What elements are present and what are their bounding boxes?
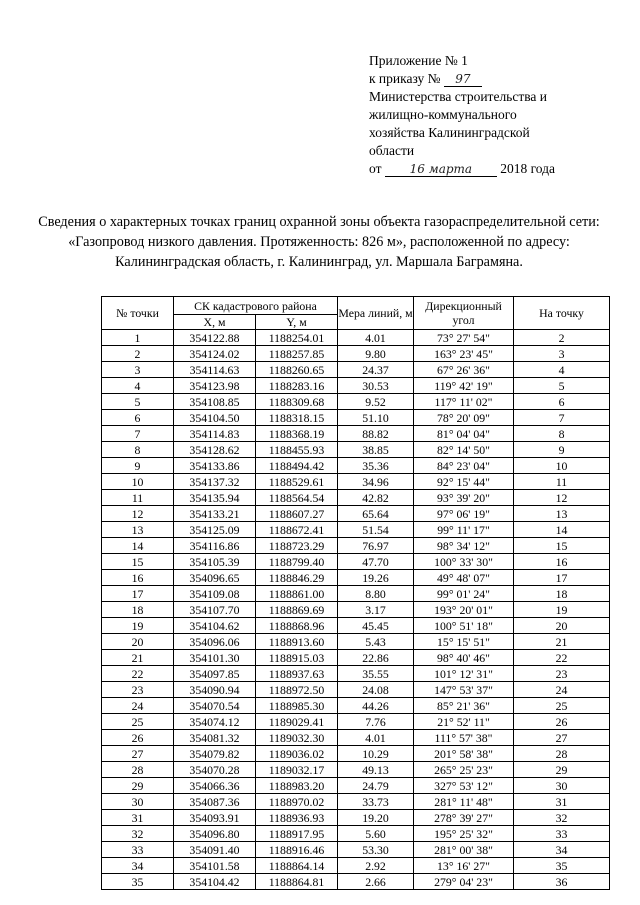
cell-x: 354096.06 bbox=[174, 634, 256, 650]
cell-to-point: 7 bbox=[514, 410, 610, 426]
table-row bbox=[102, 522, 610, 538]
cell-x: 354074.12 bbox=[174, 714, 256, 730]
cell-x: 354096.65 bbox=[174, 570, 256, 586]
appendix-title: Приложение № 1 bbox=[369, 53, 468, 68]
cell-y: 1188260.65 bbox=[256, 362, 338, 378]
cell-length: 24.08 bbox=[338, 682, 414, 698]
date-prefix: от bbox=[369, 161, 382, 176]
cell-x: 354070.54 bbox=[174, 698, 256, 714]
cell-y: 1188868.96 bbox=[256, 618, 338, 634]
cell-x: 354066.36 bbox=[174, 778, 256, 794]
cell-point: 10 bbox=[102, 474, 174, 490]
cell-length: 8.80 bbox=[338, 586, 414, 602]
cell-point: 11 bbox=[102, 490, 174, 506]
header-angle: Дирекционный угол bbox=[414, 297, 514, 330]
cell-length: 49.13 bbox=[338, 762, 414, 778]
cell-x: 354107.70 bbox=[174, 602, 256, 618]
cell-to-point: 31 bbox=[514, 794, 610, 810]
cell-angle: 278° 39' 27" bbox=[414, 810, 514, 826]
cell-length: 7.76 bbox=[338, 714, 414, 730]
cell-to-point: 34 bbox=[514, 842, 610, 858]
cell-point: 8 bbox=[102, 442, 174, 458]
cell-point: 14 bbox=[102, 538, 174, 554]
cell-point: 9 bbox=[102, 458, 174, 474]
cell-y: 1188972.50 bbox=[256, 682, 338, 698]
cell-angle: 111° 57' 38" bbox=[414, 730, 514, 746]
table-row bbox=[102, 826, 610, 842]
cell-length: 35.55 bbox=[338, 666, 414, 682]
cell-x: 354090.94 bbox=[174, 682, 256, 698]
cell-x: 354091.40 bbox=[174, 842, 256, 858]
cell-y: 1189036.02 bbox=[256, 746, 338, 762]
table-row bbox=[102, 810, 610, 826]
cell-point: 2 bbox=[102, 346, 174, 362]
cell-x: 354105.39 bbox=[174, 554, 256, 570]
cell-length: 19.20 bbox=[338, 810, 414, 826]
cell-y: 1188564.54 bbox=[256, 490, 338, 506]
order-number-handwritten: 97 bbox=[444, 72, 482, 87]
cell-x: 354116.86 bbox=[174, 538, 256, 554]
cell-to-point: 5 bbox=[514, 378, 610, 394]
cell-to-point: 36 bbox=[514, 874, 610, 890]
cell-point: 24 bbox=[102, 698, 174, 714]
table-row bbox=[102, 714, 610, 730]
cell-x: 354114.83 bbox=[174, 426, 256, 442]
cell-angle: 117° 11' 02" bbox=[414, 394, 514, 410]
cell-y: 1188917.95 bbox=[256, 826, 338, 842]
cell-point: 31 bbox=[102, 810, 174, 826]
cell-to-point: 33 bbox=[514, 826, 610, 842]
cell-to-point: 11 bbox=[514, 474, 610, 490]
table-row bbox=[102, 778, 610, 794]
cell-to-point: 32 bbox=[514, 810, 610, 826]
appendix-ministry-line-4: области bbox=[369, 143, 415, 158]
cell-length: 65.64 bbox=[338, 506, 414, 522]
cell-point: 22 bbox=[102, 666, 174, 682]
cell-angle: 147° 53' 37" bbox=[414, 682, 514, 698]
cell-y: 1188937.63 bbox=[256, 666, 338, 682]
cell-to-point: 25 bbox=[514, 698, 610, 714]
table-row bbox=[102, 874, 610, 890]
cell-y: 1188723.29 bbox=[256, 538, 338, 554]
coordinates-table bbox=[101, 296, 610, 890]
cell-x: 354114.63 bbox=[174, 362, 256, 378]
cell-angle: 119° 42' 19" bbox=[414, 378, 514, 394]
cell-to-point: 22 bbox=[514, 650, 610, 666]
cell-y: 1188368.19 bbox=[256, 426, 338, 442]
cell-y: 1188970.02 bbox=[256, 794, 338, 810]
cell-to-point: 23 bbox=[514, 666, 610, 682]
table-row bbox=[102, 378, 610, 394]
table-body bbox=[102, 330, 610, 890]
cell-angle: 73° 27' 54" bbox=[414, 330, 514, 346]
cell-point: 23 bbox=[102, 682, 174, 698]
cell-angle: 49° 48' 07" bbox=[414, 570, 514, 586]
cell-angle: 21° 52' 11" bbox=[414, 714, 514, 730]
cell-angle: 99° 01' 24" bbox=[414, 586, 514, 602]
cell-y: 1188672.41 bbox=[256, 522, 338, 538]
cell-length: 4.01 bbox=[338, 330, 414, 346]
cell-point: 17 bbox=[102, 586, 174, 602]
cell-angle: 92° 15' 44" bbox=[414, 474, 514, 490]
cell-length: 35.36 bbox=[338, 458, 414, 474]
appendix-ministry-line-3: хозяйства Калининградской bbox=[369, 125, 530, 140]
cell-y: 1188494.42 bbox=[256, 458, 338, 474]
cell-length: 34.96 bbox=[338, 474, 414, 490]
cell-to-point: 29 bbox=[514, 762, 610, 778]
cell-to-point: 16 bbox=[514, 554, 610, 570]
cell-y: 1188309.68 bbox=[256, 394, 338, 410]
table-row bbox=[102, 490, 610, 506]
cell-y: 1188864.81 bbox=[256, 874, 338, 890]
cell-to-point: 30 bbox=[514, 778, 610, 794]
header-to-point: На точку bbox=[514, 297, 610, 330]
cell-x: 354128.62 bbox=[174, 442, 256, 458]
cell-point: 7 bbox=[102, 426, 174, 442]
cell-to-point: 10 bbox=[514, 458, 610, 474]
cell-angle: 327° 53' 12" bbox=[414, 778, 514, 794]
cell-y: 1188799.40 bbox=[256, 554, 338, 570]
cell-to-point: 14 bbox=[514, 522, 610, 538]
appendix-block bbox=[369, 52, 629, 178]
table-row bbox=[102, 554, 610, 570]
cell-length: 51.54 bbox=[338, 522, 414, 538]
cell-x: 354124.02 bbox=[174, 346, 256, 362]
header-length: Мера линий, м bbox=[338, 297, 414, 330]
cell-y: 1188257.85 bbox=[256, 346, 338, 362]
cell-y: 1188455.93 bbox=[256, 442, 338, 458]
cell-to-point: 2 bbox=[514, 330, 610, 346]
cell-angle: 195° 25' 32" bbox=[414, 826, 514, 842]
cell-length: 38.85 bbox=[338, 442, 414, 458]
table-row bbox=[102, 618, 610, 634]
cell-x: 354104.62 bbox=[174, 618, 256, 634]
cell-to-point: 26 bbox=[514, 714, 610, 730]
cell-x: 354133.21 bbox=[174, 506, 256, 522]
cell-length: 24.37 bbox=[338, 362, 414, 378]
cell-point: 32 bbox=[102, 826, 174, 842]
cell-length: 44.26 bbox=[338, 698, 414, 714]
cell-point: 6 bbox=[102, 410, 174, 426]
cell-x: 354122.88 bbox=[174, 330, 256, 346]
table-row bbox=[102, 458, 610, 474]
cell-length: 22.86 bbox=[338, 650, 414, 666]
table-row bbox=[102, 538, 610, 554]
cell-angle: 281° 00' 38" bbox=[414, 842, 514, 858]
cell-point: 15 bbox=[102, 554, 174, 570]
cell-angle: 100° 33' 30" bbox=[414, 554, 514, 570]
cell-y: 1188861.00 bbox=[256, 586, 338, 602]
table-row bbox=[102, 410, 610, 426]
table-row bbox=[102, 666, 610, 682]
cell-x: 354109.08 bbox=[174, 586, 256, 602]
cell-length: 10.29 bbox=[338, 746, 414, 762]
cell-point: 30 bbox=[102, 794, 174, 810]
table-row bbox=[102, 602, 610, 618]
cell-point: 4 bbox=[102, 378, 174, 394]
cell-angle: 101° 12' 31" bbox=[414, 666, 514, 682]
cell-point: 3 bbox=[102, 362, 174, 378]
appendix-ministry-line-2: жилищно-коммунального bbox=[369, 107, 517, 122]
cell-point: 25 bbox=[102, 714, 174, 730]
table-row bbox=[102, 858, 610, 874]
cell-x: 354101.58 bbox=[174, 858, 256, 874]
cell-x: 354104.50 bbox=[174, 410, 256, 426]
table-row bbox=[102, 682, 610, 698]
cell-angle: 265° 25' 23" bbox=[414, 762, 514, 778]
cell-to-point: 4 bbox=[514, 362, 610, 378]
header-y: Y, м bbox=[256, 315, 338, 330]
cell-point: 26 bbox=[102, 730, 174, 746]
table-row bbox=[102, 746, 610, 762]
cell-x: 354093.91 bbox=[174, 810, 256, 826]
cell-point: 28 bbox=[102, 762, 174, 778]
table-row bbox=[102, 330, 610, 346]
document-heading: Сведения о характерных точках границ охранной зоны объекта газораспределительной сети: «Газопровод низкого давления. Протяженность: 826 м», расположенной по адресу: Калининградская область, г. Калининград, ул. Маршала Баграмяна. bbox=[38, 214, 600, 270]
cell-x: 354137.32 bbox=[174, 474, 256, 490]
cell-x: 354101.30 bbox=[174, 650, 256, 666]
cell-y: 1189029.41 bbox=[256, 714, 338, 730]
cell-angle: 93° 39' 20" bbox=[414, 490, 514, 506]
header-coordinate-system: СК кадастрового района bbox=[174, 297, 338, 315]
cell-angle: 163° 23' 45" bbox=[414, 346, 514, 362]
cell-x: 354079.82 bbox=[174, 746, 256, 762]
cell-x: 354133.86 bbox=[174, 458, 256, 474]
table-row bbox=[102, 650, 610, 666]
table-row bbox=[102, 506, 610, 522]
cell-point: 16 bbox=[102, 570, 174, 586]
cell-length: 24.79 bbox=[338, 778, 414, 794]
date-handwritten: 16 марта bbox=[385, 162, 497, 177]
cell-y: 1188915.03 bbox=[256, 650, 338, 666]
cell-to-point: 18 bbox=[514, 586, 610, 602]
table-row bbox=[102, 346, 610, 362]
cell-to-point: 28 bbox=[514, 746, 610, 762]
cell-length: 30.53 bbox=[338, 378, 414, 394]
cell-x: 354081.32 bbox=[174, 730, 256, 746]
cell-x: 354135.94 bbox=[174, 490, 256, 506]
cell-y: 1188913.60 bbox=[256, 634, 338, 650]
cell-to-point: 12 bbox=[514, 490, 610, 506]
table-row bbox=[102, 586, 610, 602]
cell-point: 13 bbox=[102, 522, 174, 538]
cell-to-point: 19 bbox=[514, 602, 610, 618]
cell-angle: 85° 21' 36" bbox=[414, 698, 514, 714]
header-x: X, м bbox=[174, 315, 256, 330]
cell-x: 354087.36 bbox=[174, 794, 256, 810]
cell-length: 42.82 bbox=[338, 490, 414, 506]
cell-length: 5.60 bbox=[338, 826, 414, 842]
cell-length: 53.30 bbox=[338, 842, 414, 858]
cell-length: 88.82 bbox=[338, 426, 414, 442]
cell-angle: 78° 20' 09" bbox=[414, 410, 514, 426]
cell-length: 3.17 bbox=[338, 602, 414, 618]
cell-to-point: 15 bbox=[514, 538, 610, 554]
cell-point: 5 bbox=[102, 394, 174, 410]
cell-to-point: 35 bbox=[514, 858, 610, 874]
cell-x: 354104.42 bbox=[174, 874, 256, 890]
cell-length: 45.45 bbox=[338, 618, 414, 634]
cell-angle: 100° 51' 18" bbox=[414, 618, 514, 634]
cell-point: 35 bbox=[102, 874, 174, 890]
cell-point: 29 bbox=[102, 778, 174, 794]
cell-point: 18 bbox=[102, 602, 174, 618]
cell-angle: 98° 34' 12" bbox=[414, 538, 514, 554]
cell-point: 21 bbox=[102, 650, 174, 666]
cell-y: 1188864.14 bbox=[256, 858, 338, 874]
cell-angle: 99° 11' 17" bbox=[414, 522, 514, 538]
table-row bbox=[102, 362, 610, 378]
cell-y: 1188985.30 bbox=[256, 698, 338, 714]
cell-length: 2.92 bbox=[338, 858, 414, 874]
cell-to-point: 8 bbox=[514, 426, 610, 442]
table-header-row bbox=[102, 297, 610, 315]
cell-to-point: 21 bbox=[514, 634, 610, 650]
table-row bbox=[102, 426, 610, 442]
cell-point: 27 bbox=[102, 746, 174, 762]
cell-angle: 84° 23' 04" bbox=[414, 458, 514, 474]
cell-point: 19 bbox=[102, 618, 174, 634]
cell-angle: 279° 04' 23" bbox=[414, 874, 514, 890]
cell-to-point: 3 bbox=[514, 346, 610, 362]
cell-length: 4.01 bbox=[338, 730, 414, 746]
cell-length: 2.66 bbox=[338, 874, 414, 890]
cell-length: 9.80 bbox=[338, 346, 414, 362]
cell-length: 33.73 bbox=[338, 794, 414, 810]
cell-to-point: 24 bbox=[514, 682, 610, 698]
cell-x: 354096.80 bbox=[174, 826, 256, 842]
table-row bbox=[102, 698, 610, 714]
cell-length: 19.26 bbox=[338, 570, 414, 586]
cell-angle: 81° 04' 04" bbox=[414, 426, 514, 442]
cell-y: 1189032.30 bbox=[256, 730, 338, 746]
appendix-ministry-line-1: Министерства строительства и bbox=[369, 89, 548, 104]
cell-y: 1188318.15 bbox=[256, 410, 338, 426]
table-row bbox=[102, 474, 610, 490]
cell-x: 354108.85 bbox=[174, 394, 256, 410]
cell-point: 34 bbox=[102, 858, 174, 874]
cell-angle: 98° 40' 46" bbox=[414, 650, 514, 666]
cell-y: 1188607.27 bbox=[256, 506, 338, 522]
table-row bbox=[102, 442, 610, 458]
cell-y: 1188846.29 bbox=[256, 570, 338, 586]
cell-angle: 82° 14' 50" bbox=[414, 442, 514, 458]
cell-to-point: 17 bbox=[514, 570, 610, 586]
table-row bbox=[102, 842, 610, 858]
cell-angle: 281° 11' 48" bbox=[414, 794, 514, 810]
cell-length: 5.43 bbox=[338, 634, 414, 650]
cell-y: 1188254.01 bbox=[256, 330, 338, 346]
cell-x: 354070.28 bbox=[174, 762, 256, 778]
cell-y: 1188869.69 bbox=[256, 602, 338, 618]
cell-to-point: 27 bbox=[514, 730, 610, 746]
cell-length: 9.52 bbox=[338, 394, 414, 410]
cell-angle: 15° 15' 51" bbox=[414, 634, 514, 650]
cell-y: 1188529.61 bbox=[256, 474, 338, 490]
table-row bbox=[102, 730, 610, 746]
header-point: № точки bbox=[102, 297, 174, 330]
cell-y: 1188936.93 bbox=[256, 810, 338, 826]
cell-point: 12 bbox=[102, 506, 174, 522]
cell-length: 47.70 bbox=[338, 554, 414, 570]
cell-x: 354123.98 bbox=[174, 378, 256, 394]
cell-angle: 13° 16' 27" bbox=[414, 858, 514, 874]
table-row bbox=[102, 570, 610, 586]
cell-y: 1188916.46 bbox=[256, 842, 338, 858]
table-row bbox=[102, 794, 610, 810]
appendix-date-line bbox=[369, 160, 629, 178]
date-suffix: 2018 года bbox=[500, 161, 556, 176]
cell-x: 354097.85 bbox=[174, 666, 256, 682]
cell-to-point: 6 bbox=[514, 394, 610, 410]
cell-angle: 201° 58' 38" bbox=[414, 746, 514, 762]
cell-y: 1188983.20 bbox=[256, 778, 338, 794]
cell-point: 1 bbox=[102, 330, 174, 346]
cell-x: 354125.09 bbox=[174, 522, 256, 538]
cell-angle: 67° 26' 36" bbox=[414, 362, 514, 378]
order-prefix: к приказу № bbox=[369, 71, 441, 86]
cell-to-point: 20 bbox=[514, 618, 610, 634]
cell-length: 51.10 bbox=[338, 410, 414, 426]
cell-angle: 193° 20' 01" bbox=[414, 602, 514, 618]
table-row bbox=[102, 394, 610, 410]
cell-point: 33 bbox=[102, 842, 174, 858]
cell-angle: 97° 06' 19" bbox=[414, 506, 514, 522]
table-row bbox=[102, 762, 610, 778]
cell-to-point: 13 bbox=[514, 506, 610, 522]
table-row bbox=[102, 634, 610, 650]
cell-y: 1188283.16 bbox=[256, 378, 338, 394]
appendix-order-line bbox=[369, 70, 629, 88]
cell-to-point: 9 bbox=[514, 442, 610, 458]
cell-y: 1189032.17 bbox=[256, 762, 338, 778]
cell-point: 20 bbox=[102, 634, 174, 650]
cell-length: 76.97 bbox=[338, 538, 414, 554]
